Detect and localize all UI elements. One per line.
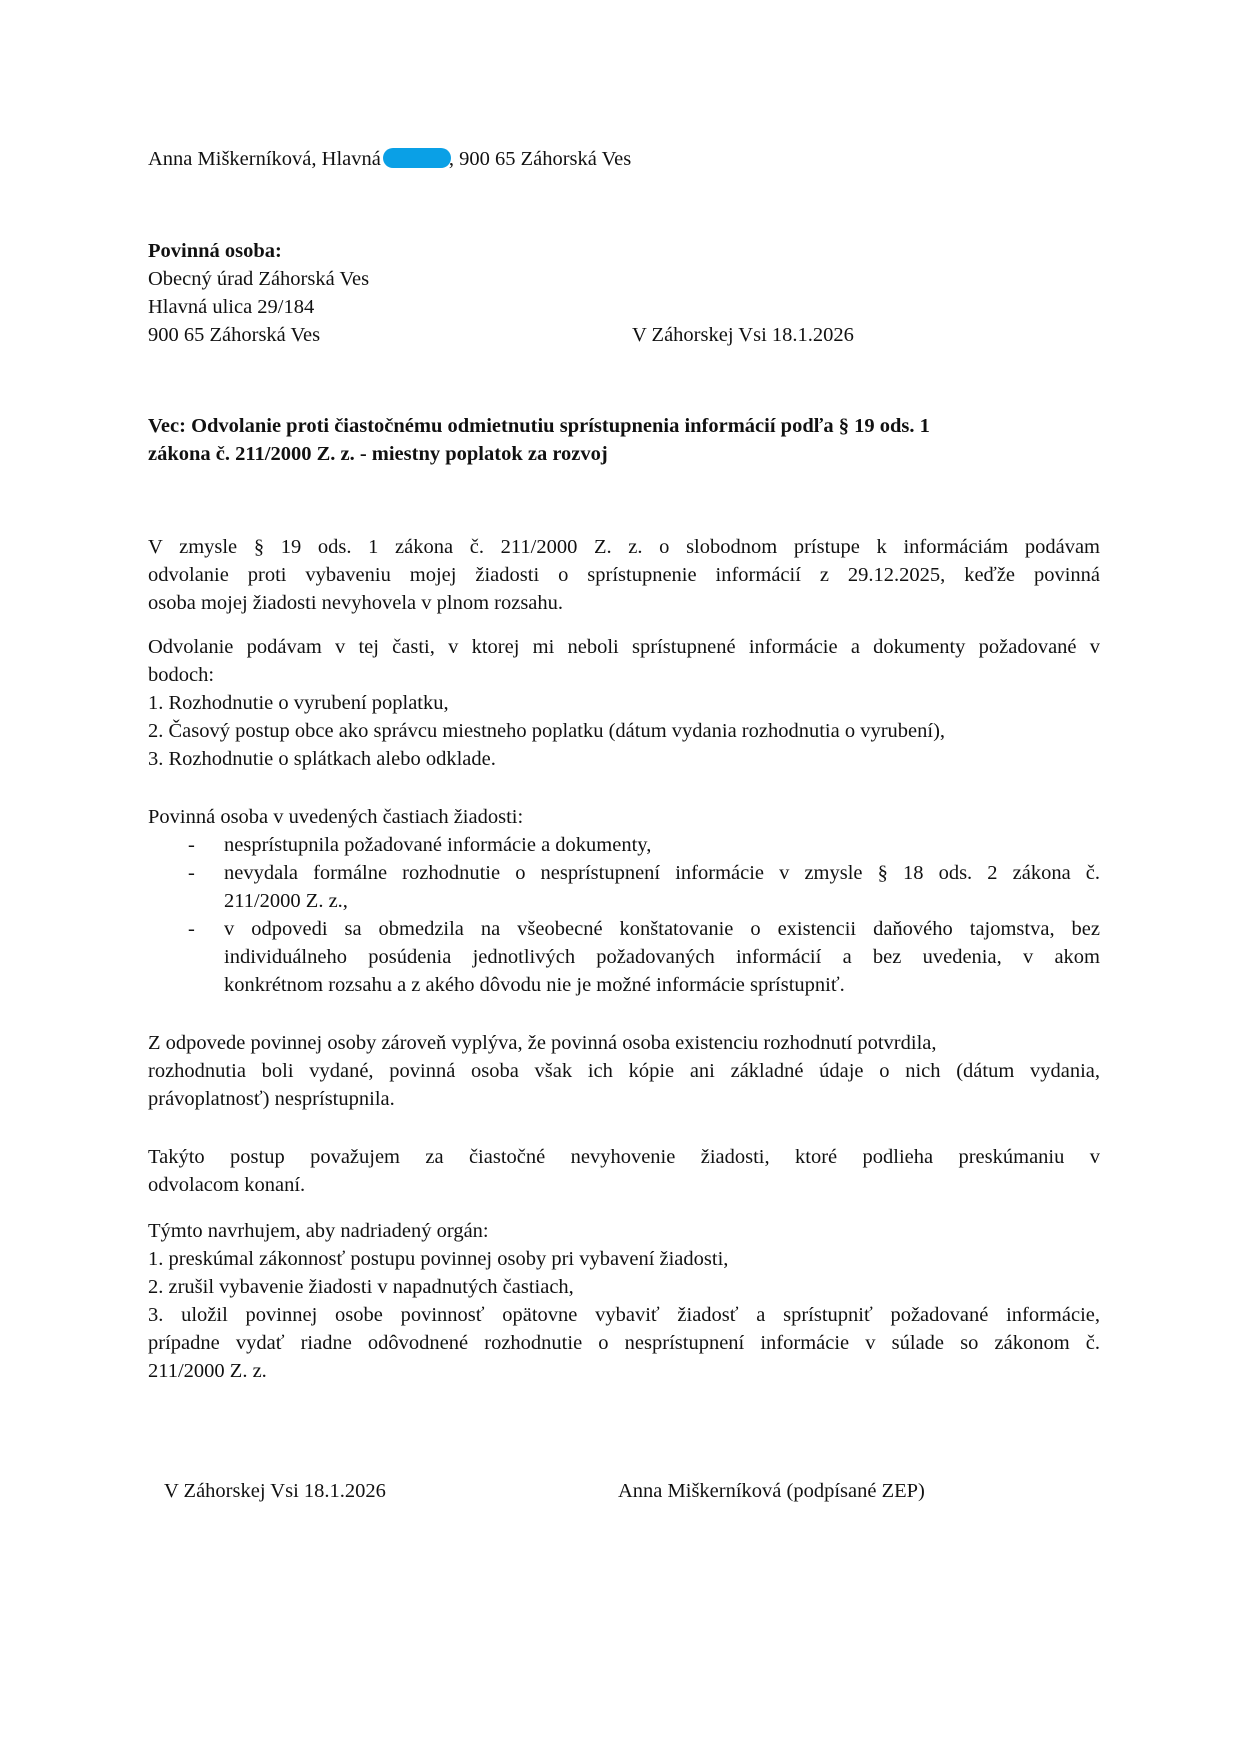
sender-name: Anna Miškerníková, Hlavná bbox=[148, 148, 381, 170]
para3-bullet-3-line1: v odpovedi sa obmedzila na všeobecné konštatovanie o existencii daňového tajomstva, bez bbox=[224, 918, 1100, 940]
para3-bullet-3-line3: konkrétnom rozsahu a z akého dôvodu nie je možné informácie sprístupniť. bbox=[224, 974, 845, 996]
para2-line1: Odvolanie podávam v tej časti, v ktorej mi neboli sprístupnené informácie a dokumenty požadované v bbox=[148, 636, 1100, 658]
para5-line1: Takýto postup považujem za čiastočné nevyhovenie žiadosti, ktoré podlieha preskúmaniu v bbox=[148, 1146, 1100, 1168]
recipient-line3: 900 65 Záhorská Ves bbox=[148, 324, 321, 346]
para4-line1: Z odpovede povinnej osoby zároveň vyplýva, že povinná osoba existenciu rozhodnutí potvrdila, bbox=[148, 1032, 937, 1054]
para6-item-3-line2: prípadne vydať riadne odôvodnené rozhodnutie o nesprístupnení informácie v súlade so zákonom č. bbox=[148, 1332, 1100, 1354]
sender-address: , 900 65 Záhorská Ves bbox=[448, 148, 632, 170]
bullet-dash: - bbox=[188, 862, 195, 884]
bullet-dash: - bbox=[188, 918, 195, 940]
para6-intro: Týmto navrhujem, aby nadriadený orgán: bbox=[148, 1220, 489, 1242]
redaction-mark bbox=[383, 148, 451, 168]
para6-item-1: 1. preskúmal zákonnosť postupu povinnej osoby pri vybavení žiadosti, bbox=[148, 1248, 729, 1270]
para6-item-3-line1: 3. uložil povinnej osobe povinnosť opätovne vybaviť žiadosť a sprístupniť požadované informácie, bbox=[148, 1304, 1100, 1326]
footer-signature: Anna Miškerníková (podpísané ZEP) bbox=[618, 1480, 925, 1502]
place-date: V Záhorskej Vsi 18.1.2026 bbox=[632, 324, 854, 346]
para1-line1: V zmysle § 19 ods. 1 zákona č. 211/2000 Z. z. o slobodnom prístupe k informáciám podávam bbox=[148, 536, 1100, 558]
subject-line2: zákona č. 211/2000 Z. z. - miestny poplatok za rozvoj bbox=[148, 443, 608, 465]
para6-item-2: 2. zrušil vybavenie žiadosti v napadnutých častiach, bbox=[148, 1276, 574, 1298]
recipient-line2: Hlavná ulica 29/184 bbox=[148, 296, 315, 318]
para3-intro: Povinná osoba v uvedených častiach žiadosti: bbox=[148, 806, 524, 828]
footer-place-date: V Záhorskej Vsi 18.1.2026 bbox=[164, 1480, 386, 1502]
sender-line bbox=[148, 148, 631, 171]
recipient-label: Povinná osoba: bbox=[148, 240, 282, 262]
para1-line3: osoba mojej žiadosti nevyhovela v plnom rozsahu. bbox=[148, 592, 564, 614]
subject-line1: Vec: Odvolanie proti čiastočnému odmietnutiu sprístupnenia informácií podľa § 19 ods. 1 bbox=[148, 415, 930, 437]
para3-bullet-2-line2: 211/2000 Z. z., bbox=[224, 890, 348, 912]
para4-line2: rozhodnutia boli vydané, povinná osoba však ich kópie ani základné údaje o nich (dátum vydania, bbox=[148, 1060, 1100, 1082]
bullet-dash: - bbox=[188, 834, 195, 856]
para1-line2: odvolanie proti vybaveniu mojej žiadosti o sprístupnenie informácií z 29.12.2025, keďže povinná bbox=[148, 564, 1100, 586]
para2-line2: bodoch: bbox=[148, 664, 215, 686]
para2-item-2: 2. Časový postup obce ako správcu miestneho poplatku (dátum vydania rozhodnutia o vyrubení), bbox=[148, 720, 946, 742]
para2-item-3: 3. Rozhodnutie o splátkach alebo odklade. bbox=[148, 748, 496, 770]
recipient-line1: Obecný úrad Záhorská Ves bbox=[148, 268, 370, 290]
para3-bullet-3-line2: individuálneho posúdenia jednotlivých požadovaných informácií a bez uvedenia, v akom bbox=[224, 946, 1100, 968]
para6-item-3-line3: 211/2000 Z. z. bbox=[148, 1360, 267, 1382]
para3-bullet-2-line1: nevydala formálne rozhodnutie o nesprístupnení informácie v zmysle § 18 ods. 2 zákona č. bbox=[224, 862, 1100, 884]
para5-line2: odvolacom konaní. bbox=[148, 1174, 306, 1196]
para4-line3: právoplatnosť) nesprístupnila. bbox=[148, 1088, 395, 1110]
para3-bullet-1: nesprístupnila požadované informácie a dokumenty, bbox=[224, 834, 652, 856]
para2-item-1: 1. Rozhodnutie o vyrubení poplatku, bbox=[148, 692, 449, 714]
